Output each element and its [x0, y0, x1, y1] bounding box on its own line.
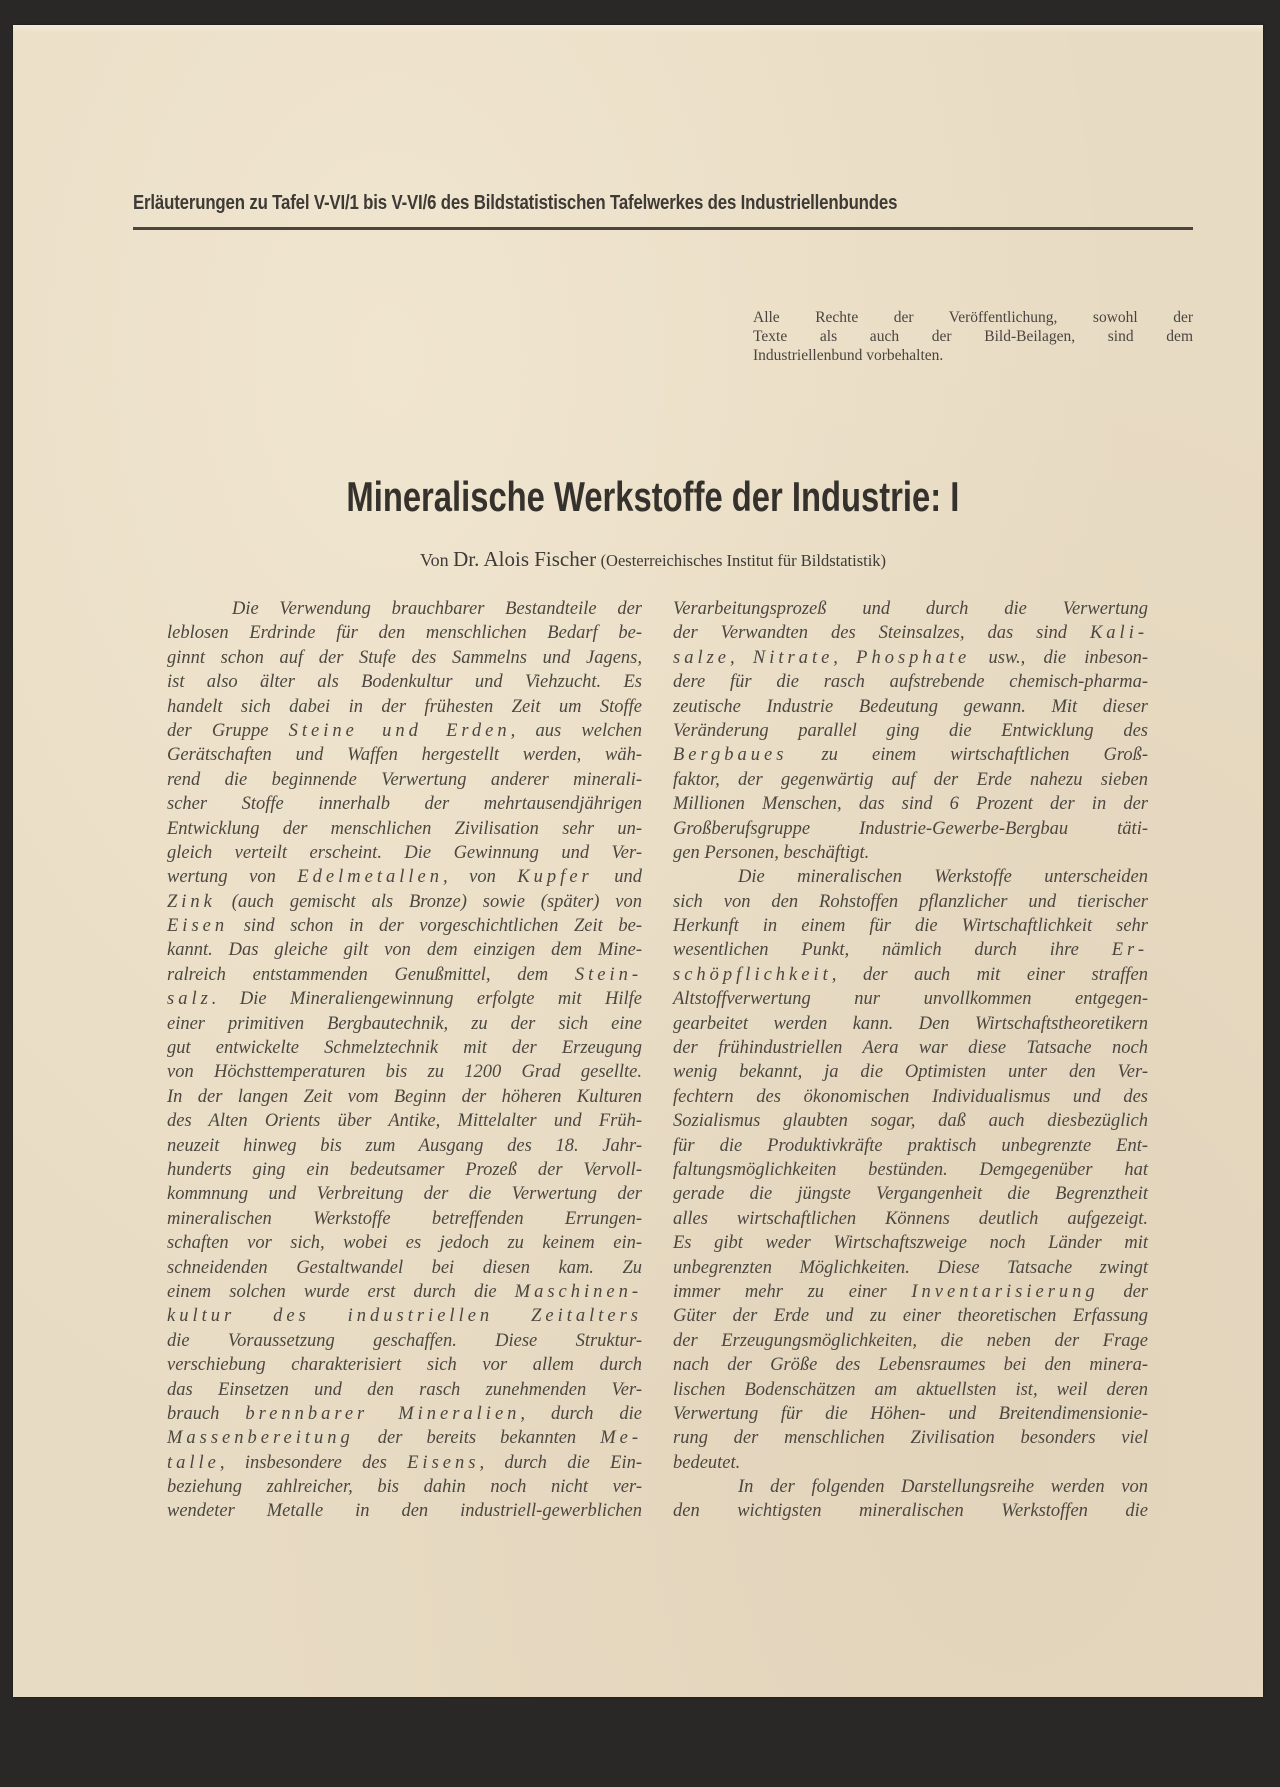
text-line: [167, 1426, 642, 1450]
text-run: , durch die: [520, 1403, 642, 1424]
rights-notice: [753, 308, 1193, 365]
emphasized-term: Bergbaues: [673, 745, 788, 766]
text-run: zu einem wirtschaftlichen Groß-: [787, 745, 1148, 766]
text-line: schneidenden Gestaltwandel bei diesen kam. Zu: [167, 1257, 642, 1278]
text-line: [167, 890, 642, 914]
emphasized-term: Eisens: [407, 1452, 480, 1473]
text-run: ralreich entstammenden Genußmittel, dem: [167, 964, 575, 985]
header-rule: [133, 227, 1193, 230]
text-line: wendeter Metalle in den industriell-gewerblichen: [167, 1501, 642, 1522]
text-run: der: [1098, 1281, 1148, 1302]
emphasized-term: salz: [167, 989, 212, 1010]
text-line: Großberufsgruppe Industrie-Gewerbe-Bergbau täti-: [673, 818, 1148, 839]
text-line: kommnung und Verbreitung der die Verwertung der: [167, 1184, 642, 1205]
byline-prefix: Von: [419, 550, 449, 570]
text-line: Verarbeitungsprozeß und durch die Verwertung: [673, 599, 1148, 619]
text-line: Es gibt weder Wirtschaftszweige noch Länder mit: [673, 1233, 1148, 1254]
text-line: Gerätschaften und Waffen hergestellt werden, wäh-: [167, 745, 642, 766]
text-line: fechtern des ökonomischen Individualismus und des: [673, 1086, 1148, 1107]
emphasized-term: Massenbereitung: [167, 1428, 354, 1449]
text-run: , der auch mit einer straffen: [831, 964, 1148, 985]
text-run: ,: [833, 647, 857, 668]
emphasized-term: Maschinen-: [514, 1281, 642, 1302]
text-line: hunderts ging ein bedeutsamer Prozeß der Vervoll-: [167, 1159, 642, 1180]
text-line: [167, 1304, 642, 1328]
article-title: Mineralische Werkstoffe der Industrie: I: [346, 473, 960, 520]
text-line: die Voraussetzung geschaffen. Diese Struktur-: [167, 1330, 642, 1351]
text-line: einer primitiven Bergbautechnik, zu der sich eine: [167, 1013, 642, 1034]
text-line: [167, 1402, 642, 1426]
text-line: Entwicklung der menschlichen Zivilisation sehr un-: [167, 818, 642, 839]
text-run: , von: [442, 867, 518, 888]
text-line: der frühindustriellen Aera war diese Tatsache noch: [673, 1038, 1148, 1059]
emphasized-term: talle: [167, 1452, 220, 1473]
text-line: [167, 865, 642, 889]
text-run: immer mehr zu einer: [673, 1281, 912, 1302]
text-line: Die mineralischen Werkstoffe unterscheiden: [738, 867, 1148, 888]
text-column-right: [673, 597, 1148, 1524]
text-run: einem solchen wurde erst durch die: [167, 1281, 515, 1302]
text-run: der bereits bekannten: [353, 1428, 601, 1449]
emphasized-term: Stein-: [574, 964, 642, 985]
emphasized-term: Me-: [600, 1428, 642, 1449]
text-line: das Einsetzen und den rasch zunehmenden Ver-: [167, 1379, 642, 1400]
text-run: sind schon in der vorgeschichtlichen Zeit be-: [228, 916, 642, 937]
rights-notice-line: Alle Rechte der Veröffentlichung, sowohl der: [753, 309, 1193, 326]
text-run: , insbesondere des: [219, 1452, 408, 1473]
text-line: gen Personen, beschäftigt.: [673, 842, 870, 863]
text-line: faltungsmöglichkeiten bestünden. Demgegenüber hat: [673, 1159, 1148, 1180]
text-line: lischen Bodenschätzen am aktuellsten ist, weil deren: [673, 1379, 1148, 1400]
text-line: verschiebung charakterisiert sich vor allem durch: [167, 1355, 642, 1376]
text-line: [167, 963, 642, 987]
emphasized-term: Inventarisierung: [911, 1281, 1099, 1302]
text-run: , durch die Ein-: [479, 1452, 642, 1473]
text-run: , aus welchen: [510, 720, 643, 741]
text-line: gleich verteilt erscheint. Die Gewinnung und Ver-: [167, 842, 642, 863]
text-line: In der folgenden Darstellungsreihe werden von: [738, 1477, 1148, 1498]
text-line: leblosen Erdrinde für den menschlichen Bedarf be-: [167, 623, 642, 644]
text-line: [167, 987, 642, 1011]
emphasized-term: brennbarer Mineralien: [245, 1403, 521, 1424]
text-line: Altstoffverwertung nur unvollkommen entgegen-: [673, 989, 1148, 1010]
text-line: Millionen Menschen, das sind 6 Prozent der in der: [673, 794, 1148, 815]
text-run: usw., die inbeson-: [970, 647, 1148, 668]
text-line: [673, 646, 1148, 670]
emphasized-term: Edelmetallen: [297, 867, 443, 888]
text-line: faktor, der gegenwärtig auf der Erde nahezu sieben: [673, 769, 1148, 790]
text-line: handelt sich dabei in der frühesten Zeit um Stoffe: [167, 696, 642, 717]
text-line: [167, 914, 642, 938]
text-line: rung der menschlichen Zivilisation besonders viel: [673, 1428, 1148, 1449]
emphasized-term: Kali-: [1089, 623, 1148, 644]
text-line: für die Produktivkräfte praktisch unbegrenzte Ent-: [673, 1135, 1148, 1156]
emphasized-term: Steine und Erden: [288, 720, 511, 741]
rights-notice-line: Texte als auch der Bild-Beilagen, sind dem: [753, 328, 1193, 345]
text-line: den wichtigsten mineralischen Werkstoffen die: [673, 1501, 1148, 1522]
text-line: dere für die rasch aufstrebende chemisch-pharma-: [673, 672, 1148, 693]
text-line: scher Stoffe innerhalb der mehrtausendjährigen: [167, 794, 642, 815]
article-title-wrap: [13, 473, 1280, 521]
text-run: (auch gemischt als Bronze) sowie (später) von: [215, 891, 642, 912]
text-line: ginnt schon auf der Stufe des Sammelns und Jagens,: [167, 647, 642, 668]
text-line: [673, 938, 1148, 962]
emphasized-term: kultur des industriellen Zeitalters: [167, 1306, 642, 1327]
text-line: schaften vor sich, wobei es jedoch zu keinem ein-: [167, 1233, 642, 1254]
text-line: gerade die jüngste Vergangenheit die Begrenztheit: [673, 1184, 1148, 1205]
text-line: Verwertung für die Höhen- und Breitendimensionie-: [673, 1403, 1148, 1424]
text-line: [167, 1451, 642, 1475]
text-line: bedeutet.: [673, 1452, 741, 1473]
text-run: wertung von: [167, 867, 298, 888]
text-line: des Alten Orients über Antike, Mittelalter und Früh-: [167, 1111, 642, 1132]
emphasized-term: Kupfer: [517, 867, 593, 888]
series-header: Erläuterungen zu Tafel V-VI/1 bis V-VI/6 des Bildstatistischen Tafelwerkes des Industriellenbundes: [133, 191, 898, 214]
text-line: gut entwickelte Schmelztechnik mit der Erzeugung: [167, 1038, 642, 1059]
text-run: wesentlichen Punkt, nämlich durch ihre: [673, 940, 1112, 961]
text-line: Herkunft in einem für die Wirtschaftlichkeit sehr: [673, 916, 1148, 937]
text-line: Güter der Erde und zu einer theoretischen Erfassung: [673, 1306, 1148, 1327]
text-line: In der langen Zeit vom Beginn der höheren Kulturen: [167, 1086, 642, 1107]
emphasized-term: Phosphate: [856, 647, 971, 668]
text-column-left: [167, 597, 642, 1524]
text-line: [673, 1280, 1148, 1304]
text-line: ist also älter als Bodenkultur und Viehzucht. Es: [167, 672, 642, 693]
text-line: mineralischen Werkstoffe betreffenden Errungen-: [167, 1208, 642, 1229]
text-line: der Erzeugungsmöglichkeiten, die neben der Frage: [673, 1330, 1148, 1351]
text-line: [673, 621, 1148, 645]
text-line: nach der Größe des Lebensraumes bei den minera-: [673, 1355, 1148, 1376]
author-name: Dr. Alois Fischer: [453, 547, 597, 571]
text-run: . Die Mineraliengewinnung erfolgte mit Hilfe: [211, 989, 642, 1010]
text-line: Sozialismus glaubten sogar, daß auch diesbezüglich: [673, 1111, 1148, 1132]
text-line: [167, 1280, 642, 1304]
text-line: Die Verwendung brauchbarer Bestandteile der: [232, 599, 642, 619]
text-line: gearbeitet werden kann. Den Wirtschaftstheoretikern: [673, 1013, 1148, 1034]
byline: [13, 547, 1280, 572]
text-line: wenig bekannt, ja die Optimisten unter den Ver-: [673, 1062, 1148, 1083]
text-line: neuzeit hinweg bis zum Ausgang des 18. Jahr-: [167, 1135, 642, 1156]
text-line: rend die beginnende Verwertung anderer minerali-: [167, 769, 642, 790]
text-run: der Verwandten des Steinsalzes, das sind: [673, 623, 1090, 644]
author-institution: (Oesterreichisches Institut für Bildstatistik): [600, 551, 887, 570]
text-line: beziehung zahlreicher, bis dahin noch nicht ver-: [167, 1477, 642, 1498]
text-line: [673, 963, 1148, 987]
emphasized-term: Zink: [167, 891, 216, 912]
text-line: zeutische Industrie Bedeutung gewann. Mit dieser: [673, 696, 1148, 717]
emphasized-term: Nitrate: [752, 647, 834, 668]
text-line: sich von den Rohstoffen pflanzlicher und tierischer: [673, 891, 1148, 912]
text-run: ,: [730, 647, 753, 668]
text-line: unbegrenzten Möglichkeiten. Diese Tatsache zwingt: [673, 1257, 1148, 1278]
text-line: [673, 743, 1148, 767]
emphasized-term: Er-: [1111, 940, 1148, 961]
text-line: kannt. Das gleiche gilt von dem einzigen dem Mine-: [167, 940, 642, 961]
text-line: von Höchsttemperaturen bis zu 1200 Grad gesellte.: [167, 1062, 642, 1083]
emphasized-term: schöpflichkeit: [673, 964, 832, 985]
text-run: und: [592, 867, 642, 888]
emphasized-term: Eisen: [167, 916, 229, 937]
text-line: alles wirtschaftlichen Könnens deutlich aufgezeigt.: [673, 1208, 1148, 1229]
text-run: brauch: [167, 1403, 246, 1424]
text-line: Veränderung parallel ging die Entwicklung des: [673, 720, 1148, 741]
text-line: [167, 719, 642, 743]
emphasized-term: salze: [673, 647, 730, 668]
rights-notice-line: Industriellenbund vorbehalten.: [753, 347, 944, 364]
text-run: der Gruppe: [167, 720, 289, 741]
